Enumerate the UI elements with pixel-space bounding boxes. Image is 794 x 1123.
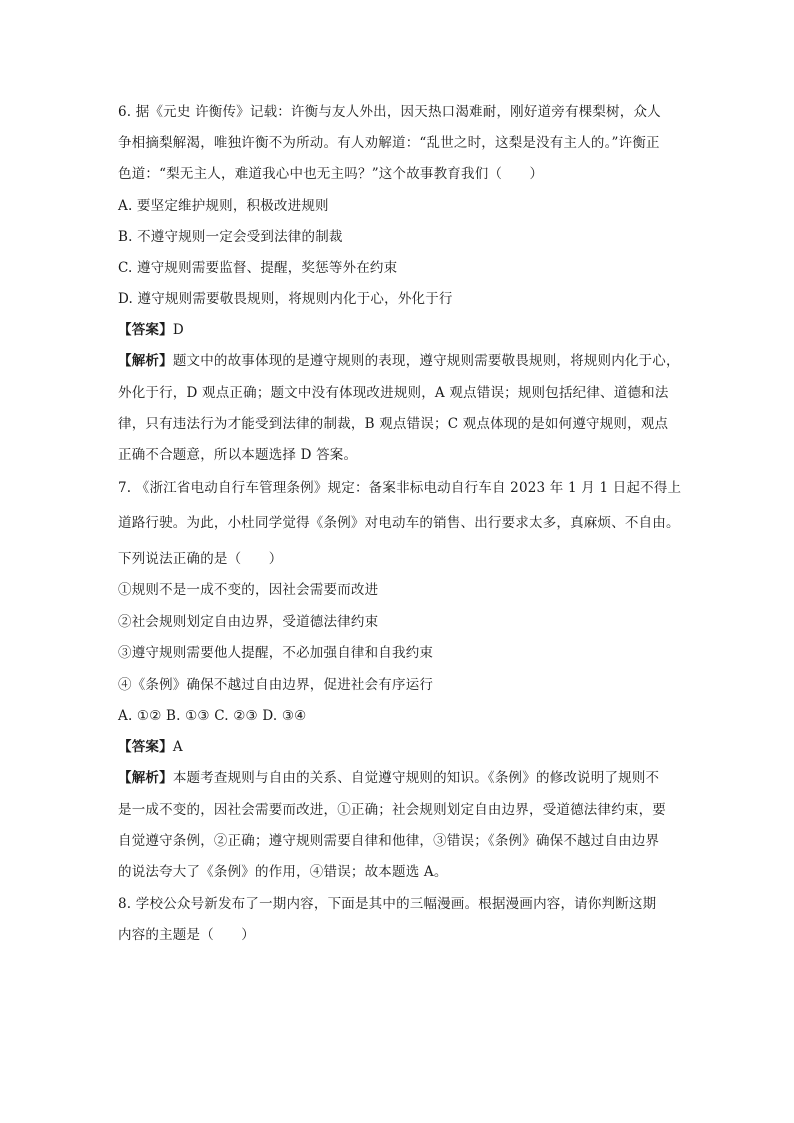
q6-option-a: A. 要坚定维护规则，积极改进规则 (118, 198, 329, 214)
analysis-text: 本题考查规则与自由的关系、自觉遵守规则的知识。《条例》的修改说明了规则不 (172, 770, 660, 786)
q7-stem-line-1: 7. 《浙江省电动自行车管理条例》规定：备案非标电动自行车自 2023 年 1 月 1 日起不得上 (118, 480, 682, 496)
q7-item-3: ③遵守规则需要他人提醒，不必加强自律和自我约束 (118, 645, 434, 661)
q6-stem-line-1: 6. 据《元史 许衡传》记载：许衡与友人外出，因天热口渴难耐，刚好道旁有棵梨树，众人 (118, 104, 661, 120)
q6-analysis-line-2: 外化于行，D 观点正确；题文中没有体现改进规则，A 观点错误；规则包括纪律、道德和法 (118, 385, 669, 401)
q6-option-d: D. 遵守规则需要敬畏规则，将规则内化于心，外化于行 (118, 291, 453, 307)
answer-tag: 【答案】 (118, 739, 173, 755)
q7-item-2: ②社会规则划定自由边界，受道德法律约束 (118, 614, 379, 630)
q8-stem-line-1: 8. 学校公众号新发布了一期内容，下面是其中的三幅漫画。根据漫画内容，请你判断这期 (118, 896, 657, 912)
q7-item-1: ①规则不是一成不变的，因社会需要而改进 (118, 582, 379, 598)
q6-analysis-line-3: 律，只有违法行为才能受到法律的制裁，B 观点错误；C 观点体现的是如何遵守规则，观点 (118, 416, 669, 432)
q6-option-b: B. 不遵守规则一定会受到法律的制裁 (118, 229, 343, 245)
answer-tag: 【答案】 (118, 322, 173, 338)
q6-analysis-line-1 (118, 352, 680, 370)
q6-option-c: C. 遵守规则需要监督、提醒，奖惩等外在约束 (118, 260, 398, 276)
q7-answer (118, 738, 183, 756)
q7-analysis-line-3: 自觉遵守条例，②正确；遵守规则需要自律和他律，③错误；《条例》确保不越过自由边界 (118, 833, 660, 849)
q6-answer (118, 321, 184, 339)
q6-analysis-line-4: 正确不合题意，所以本题选择 D 答案。 (118, 447, 358, 463)
analysis-tag: 【解析】 (118, 353, 173, 369)
analysis-tag: 【解析】 (118, 770, 173, 786)
analysis-text: 题文中的故事体现的是遵守规则的表现，遵守规则需要敬畏规则，将规则内化于心， (172, 353, 680, 369)
q7-stem-line-3: 下列说法正确的是（ ） (118, 551, 283, 567)
q7-item-4: ④《条例》确保不越过自由边界，促进社会有序运行 (118, 677, 434, 693)
q7-analysis-line-2: 是一成不变的，因社会需要而改进，①正确；社会规则划定自由边界，受道德法律约束，要 (118, 802, 666, 818)
q7-options: A. ①② B. ①③ C. ②③ D. ③④ (118, 708, 307, 724)
q6-stem-line-3: 色道：“梨无主人，难道我心中也无主吗？”这个故事教育我们（ ） (118, 166, 544, 182)
q8-stem-line-2: 内容的主题是（ ） (118, 927, 255, 943)
q7-analysis-line-4: 的说法夸大了《条例》的作用，④错误；故本题选 A。 (118, 864, 448, 880)
q6-stem-line-2: 争相摘梨解渴，唯独许衡不为所动。有人劝解道：“乱世之时，这梨是没有主人的。”许衡正 (118, 135, 660, 151)
answer-value: A (172, 739, 183, 755)
answer-value: D (172, 322, 184, 338)
q7-analysis-line-1 (118, 769, 659, 787)
q7-stem-line-2: 道路行驶。为此，小杜同学觉得《条例》对电动车的销售、出行要求太多，真麻烦、不自由。 (118, 515, 680, 531)
